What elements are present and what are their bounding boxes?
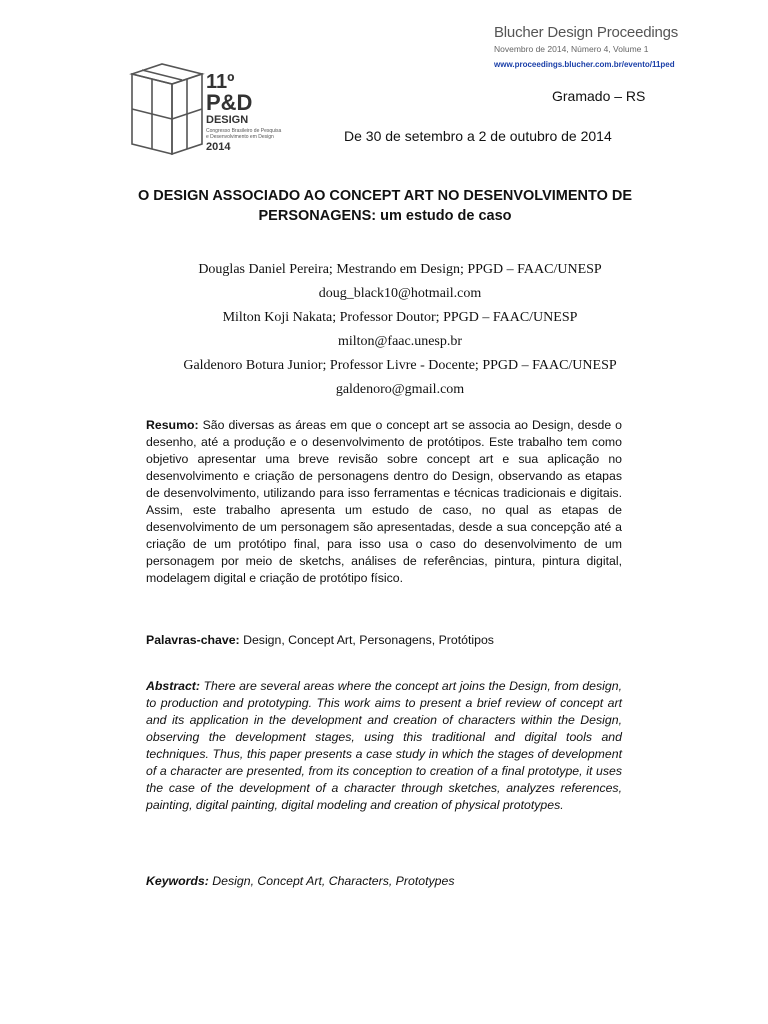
resumo-text: São diversas as áreas em que o concept art se associa ao Design, desde o desenho, até a produção e o desenvolvimento de protótipos. Este trabalho tem como objetivo apresentar uma breve revisão sobre concept art e sua aplicação no desenvolvimento e criação de personagens dentro do Design, observando as etapas de desenvolvimento, utilizando para isso ferramentas e técnicas tradicionais e digitais. Assim, este trabalho apresenta um estudo de caso, no qual as etapas de desenvolvimento de um personagem são apresentadas, desde a sua concepção até a criação de um protótipo final, para isso usa o caso do desenvolvimento de um personagem por meio de sketchs, análises de referências, pintura, pintura digital, modelagem digital e criação de protótipo físico.: [146, 418, 622, 585]
palavras-chave-text: Design, Concept Art, Personagens, Protótipos: [239, 633, 494, 647]
cube-logo-icon: [124, 60, 214, 160]
logo-year: 2014: [206, 141, 231, 153]
abstract-label: Abstract:: [146, 679, 200, 693]
palavras-chave-label: Palavras-chave:: [146, 633, 240, 647]
author-2: Milton Koji Nakata; Professor Doutor; PPGD – FAAC/UNESP: [222, 310, 578, 325]
abstract-paragraph: [146, 678, 622, 814]
palavras-chave-paragraph: [146, 632, 622, 649]
authors-block: [100, 258, 700, 402]
logo-text: [206, 72, 284, 153]
logo-design: DESIGN: [206, 114, 249, 126]
author-3-email[interactable]: galdenoro@gmail.com: [335, 382, 465, 397]
keywords-text: Design, Concept Art, Characters, Prototypes: [208, 874, 455, 888]
author-1: Douglas Daniel Pereira; Mestrando em Design; PPGD – FAAC/UNESP: [198, 262, 602, 277]
title-line-1: O DESIGN ASSOCIADO AO CONCEPT ART NO DESENVOLVIMENTO DE: [137, 188, 633, 204]
publication-issue: Novembro de 2014, Número 4, Volume 1: [494, 44, 649, 54]
author-1-email[interactable]: doug_black10@hotmail.com: [318, 286, 482, 301]
keywords-label: Keywords:: [146, 874, 209, 888]
author-3: Galdenoro Botura Junior; Professor Livre - Docente; PPGD – FAAC/UNESP: [183, 358, 617, 373]
keywords-paragraph: [146, 873, 622, 890]
publication-url[interactable]: www.proceedings.blucher.com.br/evento/11ped: [494, 60, 675, 69]
publisher-name: Blucher Design Proceedings: [494, 24, 679, 41]
publisher-block: [494, 24, 754, 69]
logo-subtitle: Congresso Brasileiro de Pesquisa e Desenvolvimento em Design: [206, 128, 282, 140]
abstract-text: There are several areas where the concept art joins the Design, from design, to production and prototyping. This work aims to present a brief review of concept art and its application in the development and creation of characters within the Design, observing the development stages, using this traditional and digital tools and techniques. Thus, this paper presents a case study in which the stages of development of a character are presented, from its conception to creation of a final prototype, it uses the case of the development of a character through sketches, analyzes references, painting, digital painting, digital modeling and creation of physical prototypes.: [146, 679, 622, 812]
title-line-2: PERSONAGENS: um estudo de caso: [258, 208, 512, 224]
author-2-email[interactable]: milton@faac.unesp.br: [337, 334, 463, 349]
logo-name: P&D: [206, 90, 253, 115]
resumo-paragraph: [146, 417, 622, 587]
conference-logo: [124, 60, 294, 160]
logo-number: 11º: [206, 71, 235, 93]
event-location: Gramado – RS: [552, 88, 646, 104]
paper-title: [110, 186, 660, 226]
event-dates: De 30 de setembro a 2 de outubro de 2014: [344, 128, 612, 144]
resumo-label: Resumo:: [146, 418, 199, 432]
